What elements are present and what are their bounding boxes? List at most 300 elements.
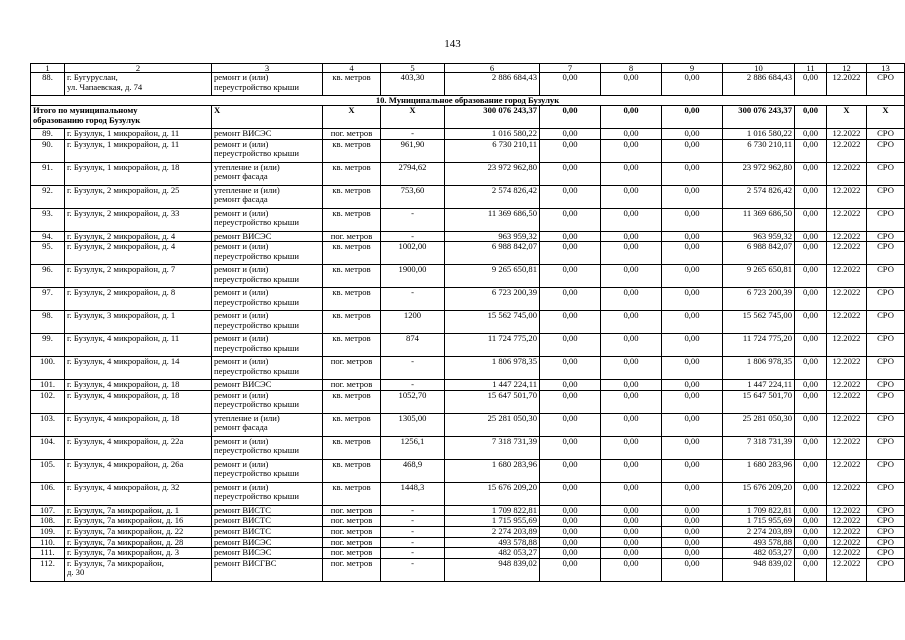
- cell-c12: 12.2022: [827, 357, 867, 380]
- cell-c9: 0,00: [662, 334, 723, 357]
- cell-c13: СРО: [867, 505, 905, 516]
- table-row: [31, 129, 905, 140]
- cell-c12: 12.2022: [827, 129, 867, 140]
- cell-c10: 1 680 283,96: [723, 459, 795, 482]
- cell-c12: 12.2022: [827, 208, 867, 231]
- cell-work: утепление и (или) ремонт фасада: [212, 162, 323, 185]
- cell-c11: 0,00: [795, 208, 827, 231]
- cell-c7: 0,00: [540, 129, 601, 140]
- cell-c11: 0,00: [795, 311, 827, 334]
- cell-c10: 2 274 203,89: [723, 526, 795, 537]
- column-number-3: 3: [212, 64, 323, 73]
- cell-work: ремонт ВИСЭС: [212, 380, 323, 391]
- total-row: [31, 106, 905, 129]
- column-number-10: 10: [723, 64, 795, 73]
- cell-unit: кв. метров: [323, 242, 381, 265]
- cell-c8: 0,00: [601, 516, 662, 527]
- cell-work: ремонт и (или) переустройство крыши: [212, 265, 323, 288]
- cell-unit: пог. метров: [323, 537, 381, 548]
- cell-unit: пог. метров: [323, 231, 381, 242]
- cell-qty: 468,9: [381, 459, 445, 482]
- cell-c12: 12.2022: [827, 390, 867, 413]
- cell-unit: кв. метров: [323, 459, 381, 482]
- cell-addr: г. Бузулук, 4 микрорайон, д. 18: [65, 380, 212, 391]
- cell-n: 105.: [31, 459, 65, 482]
- cell-c13: СРО: [867, 162, 905, 185]
- cell-c8: 0,00: [601, 357, 662, 380]
- table-row: [31, 516, 905, 527]
- cell-unit: кв. метров: [323, 311, 381, 334]
- cell-c9: 0,00: [662, 380, 723, 391]
- cell-c8: 0,00: [601, 311, 662, 334]
- cell-c6: 1 806 978,35: [445, 357, 540, 380]
- cell-c8: 0,00: [601, 380, 662, 391]
- cell-c13: СРО: [867, 288, 905, 311]
- cell-c11: 0,00: [795, 129, 827, 140]
- page-number: 143: [444, 38, 461, 50]
- cell-c12: 12.2022: [827, 139, 867, 162]
- table-row: [31, 380, 905, 391]
- cell-addr: г. Бузулук, 7а микрорайон, д. 22: [65, 526, 212, 537]
- cell-c13: СРО: [867, 129, 905, 140]
- cell-c10: 1 016 580,22: [723, 129, 795, 140]
- cell-c11: 0,00: [795, 288, 827, 311]
- cell-c10: 948 839,02: [723, 558, 795, 581]
- cell-addr: г. Бузулук, 1 микрорайон, д. 11: [65, 139, 212, 162]
- table-row: [31, 139, 905, 162]
- repair-program-table: [30, 63, 905, 582]
- cell-c10: 7 318 731,39: [723, 436, 795, 459]
- column-number-7: 7: [540, 64, 601, 73]
- cell-n: 91.: [31, 162, 65, 185]
- cell-c13: СРО: [867, 413, 905, 436]
- cell-qty: X: [381, 106, 445, 129]
- cell-addr: г. Бузулук, 3 микрорайон, д. 1: [65, 311, 212, 334]
- cell-work: утепление и (или) ремонт фасада: [212, 185, 323, 208]
- cell-c12: X: [827, 106, 867, 129]
- cell-c12: 12.2022: [827, 265, 867, 288]
- cell-c9: 0,00: [662, 516, 723, 527]
- cell-qty: -: [381, 288, 445, 311]
- cell-unit: кв. метров: [323, 288, 381, 311]
- cell-c13: СРО: [867, 459, 905, 482]
- cell-c6: 2 274 203,89: [445, 526, 540, 537]
- section-title: 10. Муниципальное образование город Бузулук: [31, 96, 905, 106]
- cell-work: ремонт ВИСТС: [212, 516, 323, 527]
- cell-c12: 12.2022: [827, 231, 867, 242]
- cell-unit: кв. метров: [323, 73, 381, 96]
- cell-c11: 0,00: [795, 334, 827, 357]
- table-row: [31, 288, 905, 311]
- cell-c7: 0,00: [540, 73, 601, 96]
- cell-n: 100.: [31, 357, 65, 380]
- cell-c8: 0,00: [601, 413, 662, 436]
- cell-c12: 12.2022: [827, 516, 867, 527]
- cell-work: ремонт и (или) переустройство крыши: [212, 390, 323, 413]
- table-row: [31, 413, 905, 436]
- cell-n: 104.: [31, 436, 65, 459]
- cell-c6: 11 369 686,50: [445, 208, 540, 231]
- cell-c10: 9 265 650,81: [723, 265, 795, 288]
- cell-c6: 2 574 826,42: [445, 185, 540, 208]
- cell-c6: 11 724 775,20: [445, 334, 540, 357]
- cell-qty: 1256,1: [381, 436, 445, 459]
- cell-c7: 0,00: [540, 482, 601, 505]
- cell-c9: 0,00: [662, 106, 723, 129]
- cell-c13: СРО: [867, 311, 905, 334]
- cell-c11: 0,00: [795, 162, 827, 185]
- cell-unit: кв. метров: [323, 334, 381, 357]
- column-number-9: 9: [662, 64, 723, 73]
- table-row: [31, 537, 905, 548]
- cell-c6: 7 318 731,39: [445, 436, 540, 459]
- cell-c7: 0,00: [540, 436, 601, 459]
- cell-c8: 0,00: [601, 505, 662, 516]
- cell-c10: 15 676 209,20: [723, 482, 795, 505]
- table-body: [31, 64, 905, 582]
- table-row: [31, 208, 905, 231]
- cell-c10: 493 578,88: [723, 537, 795, 548]
- cell-c9: 0,00: [662, 558, 723, 581]
- cell-c13: X: [867, 106, 905, 129]
- cell-c8: 0,00: [601, 242, 662, 265]
- cell-c11: 0,00: [795, 265, 827, 288]
- cell-c7: 0,00: [540, 185, 601, 208]
- cell-c11: 0,00: [795, 436, 827, 459]
- table-row: [31, 482, 905, 505]
- cell-c6: 15 647 501,70: [445, 390, 540, 413]
- cell-c12: 12.2022: [827, 436, 867, 459]
- cell-c9: 0,00: [662, 390, 723, 413]
- cell-c11: 0,00: [795, 537, 827, 548]
- cell-qty: -: [381, 129, 445, 140]
- cell-unit: кв. метров: [323, 413, 381, 436]
- cell-c13: СРО: [867, 516, 905, 527]
- cell-qty: -: [381, 516, 445, 527]
- cell-work: ремонт и (или) переустройство крыши: [212, 311, 323, 334]
- cell-n: 89.: [31, 129, 65, 140]
- cell-c13: СРО: [867, 73, 905, 96]
- cell-c13: СРО: [867, 558, 905, 581]
- cell-qty: 1002,00: [381, 242, 445, 265]
- cell-c11: 0,00: [795, 139, 827, 162]
- cell-c10: 6 730 210,11: [723, 139, 795, 162]
- cell-c13: СРО: [867, 265, 905, 288]
- cell-n: 90.: [31, 139, 65, 162]
- cell-n: 111.: [31, 548, 65, 559]
- cell-c8: 0,00: [601, 139, 662, 162]
- cell-qty: 403,30: [381, 73, 445, 96]
- cell-addr: г. Бузулук, 7а микрорайон, д. 3: [65, 548, 212, 559]
- cell-c11: 0,00: [795, 106, 827, 129]
- cell-addr: г. Бугуруслан, ул. Чапаевская, д. 74: [65, 73, 212, 96]
- column-number-12: 12: [827, 64, 867, 73]
- cell-c12: 12.2022: [827, 548, 867, 559]
- cell-c6: 6 723 200,39: [445, 288, 540, 311]
- cell-c9: 0,00: [662, 537, 723, 548]
- table-row: [31, 162, 905, 185]
- cell-n: 96.: [31, 265, 65, 288]
- cell-work: ремонт ВИСТС: [212, 526, 323, 537]
- cell-c13: СРО: [867, 334, 905, 357]
- table-row: [31, 73, 905, 96]
- cell-c13: СРО: [867, 185, 905, 208]
- cell-addr: г. Бузулук, 4 микрорайон, д. 26а: [65, 459, 212, 482]
- cell-c11: 0,00: [795, 380, 827, 391]
- cell-c8: 0,00: [601, 265, 662, 288]
- cell-c13: СРО: [867, 482, 905, 505]
- column-number-1: 1: [31, 64, 65, 73]
- cell-qty: -: [381, 526, 445, 537]
- cell-c7: 0,00: [540, 265, 601, 288]
- cell-c8: 0,00: [601, 185, 662, 208]
- cell-work: ремонт и (или) переустройство крыши: [212, 459, 323, 482]
- cell-c6: 15 676 209,20: [445, 482, 540, 505]
- cell-qty: 1448,3: [381, 482, 445, 505]
- cell-c11: 0,00: [795, 558, 827, 581]
- cell-n: 94.: [31, 231, 65, 242]
- cell-qty: -: [381, 505, 445, 516]
- column-number-11: 11: [795, 64, 827, 73]
- cell-addr: г. Бузулук, 4 микрорайон, д. 18: [65, 390, 212, 413]
- cell-c6: 23 972 962,80: [445, 162, 540, 185]
- cell-c10: 15 647 501,70: [723, 390, 795, 413]
- cell-c10: 2 886 684,43: [723, 73, 795, 96]
- cell-unit: кв. метров: [323, 139, 381, 162]
- cell-c7: 0,00: [540, 390, 601, 413]
- cell-c9: 0,00: [662, 265, 723, 288]
- cell-c13: СРО: [867, 231, 905, 242]
- cell-c10: 2 574 826,42: [723, 185, 795, 208]
- cell-n: 93.: [31, 208, 65, 231]
- cell-c9: 0,00: [662, 139, 723, 162]
- cell-c8: 0,00: [601, 162, 662, 185]
- cell-work: ремонт ВИСЭС: [212, 231, 323, 242]
- cell-n: 103.: [31, 413, 65, 436]
- cell-n: 92.: [31, 185, 65, 208]
- column-number-2: 2: [65, 64, 212, 73]
- cell-c11: 0,00: [795, 242, 827, 265]
- cell-c10: 6 988 842,07: [723, 242, 795, 265]
- column-number-5: 5: [381, 64, 445, 73]
- column-number-4: 4: [323, 64, 381, 73]
- cell-unit: кв. метров: [323, 208, 381, 231]
- cell-c8: 0,00: [601, 482, 662, 505]
- cell-c9: 0,00: [662, 459, 723, 482]
- cell-c6: 1 680 283,96: [445, 459, 540, 482]
- cell-c11: 0,00: [795, 390, 827, 413]
- column-number-13: 13: [867, 64, 905, 73]
- cell-qty: 2794,62: [381, 162, 445, 185]
- cell-c7: 0,00: [540, 208, 601, 231]
- cell-c7: 0,00: [540, 139, 601, 162]
- cell-c8: 0,00: [601, 288, 662, 311]
- cell-c13: СРО: [867, 526, 905, 537]
- cell-c7: 0,00: [540, 288, 601, 311]
- cell-unit: X: [323, 106, 381, 129]
- table-row: [31, 558, 905, 581]
- cell-unit: пог. метров: [323, 548, 381, 559]
- cell-unit: пог. метров: [323, 380, 381, 391]
- cell-c6: 1 447 224,11: [445, 380, 540, 391]
- cell-c7: 0,00: [540, 558, 601, 581]
- cell-qty: 1305,00: [381, 413, 445, 436]
- cell-addr: г. Бузулук, 2 микрорайон, д. 7: [65, 265, 212, 288]
- cell-work: ремонт ВИСЭС: [212, 548, 323, 559]
- cell-addr: г. Бузулук, 7а микрорайон, д. 30: [65, 558, 212, 581]
- cell-addr: г. Бузулук, 7а микрорайон, д. 16: [65, 516, 212, 527]
- cell-n: 97.: [31, 288, 65, 311]
- cell-unit: пог. метров: [323, 526, 381, 537]
- cell-c8: 0,00: [601, 334, 662, 357]
- cell-unit: кв. метров: [323, 162, 381, 185]
- cell-c8: 0,00: [601, 73, 662, 96]
- cell-c10: 15 562 745,00: [723, 311, 795, 334]
- cell-c9: 0,00: [662, 548, 723, 559]
- cell-qty: 1052,70: [381, 390, 445, 413]
- cell-c6: 6 988 842,07: [445, 242, 540, 265]
- cell-n: 95.: [31, 242, 65, 265]
- cell-addr: г. Бузулук, 4 микрорайон, д. 14: [65, 357, 212, 380]
- cell-c9: 0,00: [662, 482, 723, 505]
- cell-c12: 12.2022: [827, 558, 867, 581]
- table-row: [31, 505, 905, 516]
- cell-qty: -: [381, 380, 445, 391]
- cell-c8: 0,00: [601, 231, 662, 242]
- cell-unit: кв. метров: [323, 265, 381, 288]
- cell-c7: 0,00: [540, 357, 601, 380]
- cell-work: ремонт и (или) переустройство крыши: [212, 482, 323, 505]
- cell-c9: 0,00: [662, 526, 723, 537]
- cell-c12: 12.2022: [827, 288, 867, 311]
- cell-c11: 0,00: [795, 459, 827, 482]
- cell-c9: 0,00: [662, 73, 723, 96]
- cell-c11: 0,00: [795, 482, 827, 505]
- cell-c11: 0,00: [795, 231, 827, 242]
- cell-c11: 0,00: [795, 413, 827, 436]
- cell-c9: 0,00: [662, 129, 723, 140]
- column-number-6: 6: [445, 64, 540, 73]
- cell-c12: 12.2022: [827, 505, 867, 516]
- cell-qty: 1200: [381, 311, 445, 334]
- cell-addr: г. Бузулук, 7а микрорайон, д. 28: [65, 537, 212, 548]
- cell-addr: г. Бузулук, 1 микрорайон, д. 11: [65, 129, 212, 140]
- cell-c9: 0,00: [662, 242, 723, 265]
- cell-c12: 12.2022: [827, 537, 867, 548]
- cell-c7: 0,00: [540, 162, 601, 185]
- cell-unit: кв. метров: [323, 185, 381, 208]
- cell-unit: кв. метров: [323, 436, 381, 459]
- cell-c12: 12.2022: [827, 73, 867, 96]
- cell-c10: 11 724 775,20: [723, 334, 795, 357]
- cell-work: ремонт и (или) переустройство крыши: [212, 139, 323, 162]
- cell-c9: 0,00: [662, 311, 723, 334]
- cell-work: ремонт и (или) переустройство крыши: [212, 208, 323, 231]
- cell-addr: г. Бузулук, 2 микрорайон, д. 8: [65, 288, 212, 311]
- cell-qty: -: [381, 548, 445, 559]
- table-row: [31, 548, 905, 559]
- cell-c8: 0,00: [601, 208, 662, 231]
- cell-addr: г. Бузулук, 4 микрорайон, д. 32: [65, 482, 212, 505]
- cell-n: 102.: [31, 390, 65, 413]
- cell-addr: г. Бузулук, 7а микрорайон, д. 1: [65, 505, 212, 516]
- cell-work: ремонт и (или) переустройство крыши: [212, 436, 323, 459]
- table-row: [31, 390, 905, 413]
- table-row: [31, 334, 905, 357]
- cell-c9: 0,00: [662, 231, 723, 242]
- cell-c6: 963 959,32: [445, 231, 540, 242]
- cell-work: ремонт и (или) переустройство крыши: [212, 73, 323, 96]
- cell-c7: 0,00: [540, 334, 601, 357]
- cell-c12: 12.2022: [827, 380, 867, 391]
- cell-work: ремонт и (или) переустройство крыши: [212, 357, 323, 380]
- cell-c7: 0,00: [540, 505, 601, 516]
- cell-c12: 12.2022: [827, 185, 867, 208]
- cell-c7: 0,00: [540, 526, 601, 537]
- cell-c13: СРО: [867, 436, 905, 459]
- cell-c13: СРО: [867, 380, 905, 391]
- cell-c6: 25 281 050,30: [445, 413, 540, 436]
- cell-work: ремонт и (или) переустройство крыши: [212, 242, 323, 265]
- cell-c8: 0,00: [601, 526, 662, 537]
- cell-c7: 0,00: [540, 380, 601, 391]
- cell-c13: СРО: [867, 548, 905, 559]
- cell-addr: г. Бузулук, 2 микрорайон, д. 33: [65, 208, 212, 231]
- cell-unit: кв. метров: [323, 390, 381, 413]
- cell-work: ремонт и (или) переустройство крыши: [212, 288, 323, 311]
- cell-c6: 9 265 650,81: [445, 265, 540, 288]
- cell-c8: 0,00: [601, 459, 662, 482]
- cell-c8: 0,00: [601, 106, 662, 129]
- cell-c10: 1 715 955,69: [723, 516, 795, 527]
- cell-c6: 15 562 745,00: [445, 311, 540, 334]
- cell-c10: 11 369 686,50: [723, 208, 795, 231]
- cell-c13: СРО: [867, 357, 905, 380]
- cell-n: 109.: [31, 526, 65, 537]
- cell-c11: 0,00: [795, 185, 827, 208]
- cell-c10: 482 053,27: [723, 548, 795, 559]
- cell-addr: г. Бузулук, 2 микрорайон, д. 4: [65, 242, 212, 265]
- cell-c6: 2 886 684,43: [445, 73, 540, 96]
- cell-n: 88.: [31, 73, 65, 96]
- cell-work: утепление и (или) ремонт фасада: [212, 413, 323, 436]
- cell-c10: 1 806 978,35: [723, 357, 795, 380]
- cell-c7: 0,00: [540, 311, 601, 334]
- table-row: [31, 357, 905, 380]
- cell-addr: г. Бузулук, 4 микрорайон, д. 11: [65, 334, 212, 357]
- cell-c10: 1 447 224,11: [723, 380, 795, 391]
- cell-n: 108.: [31, 516, 65, 527]
- cell-n: 107.: [31, 505, 65, 516]
- cell-work: X: [212, 106, 323, 129]
- table-row: [31, 231, 905, 242]
- cell-c12: 12.2022: [827, 413, 867, 436]
- cell-c13: СРО: [867, 390, 905, 413]
- cell-c9: 0,00: [662, 185, 723, 208]
- cell-c6: 948 839,02: [445, 558, 540, 581]
- cell-work: ремонт ВИСЭС: [212, 537, 323, 548]
- cell-c9: 0,00: [662, 162, 723, 185]
- cell-c11: 0,00: [795, 526, 827, 537]
- cell-addr: г. Бузулук, 2 микрорайон, д. 25: [65, 185, 212, 208]
- cell-c11: 0,00: [795, 357, 827, 380]
- cell-c10: 300 076 243,37: [723, 106, 795, 129]
- cell-c12: 12.2022: [827, 311, 867, 334]
- cell-c6: 300 076 243,37: [445, 106, 540, 129]
- cell-addr: г. Бузулук, 4 микрорайон, д. 18: [65, 413, 212, 436]
- cell-c8: 0,00: [601, 436, 662, 459]
- cell-c10: 23 972 962,80: [723, 162, 795, 185]
